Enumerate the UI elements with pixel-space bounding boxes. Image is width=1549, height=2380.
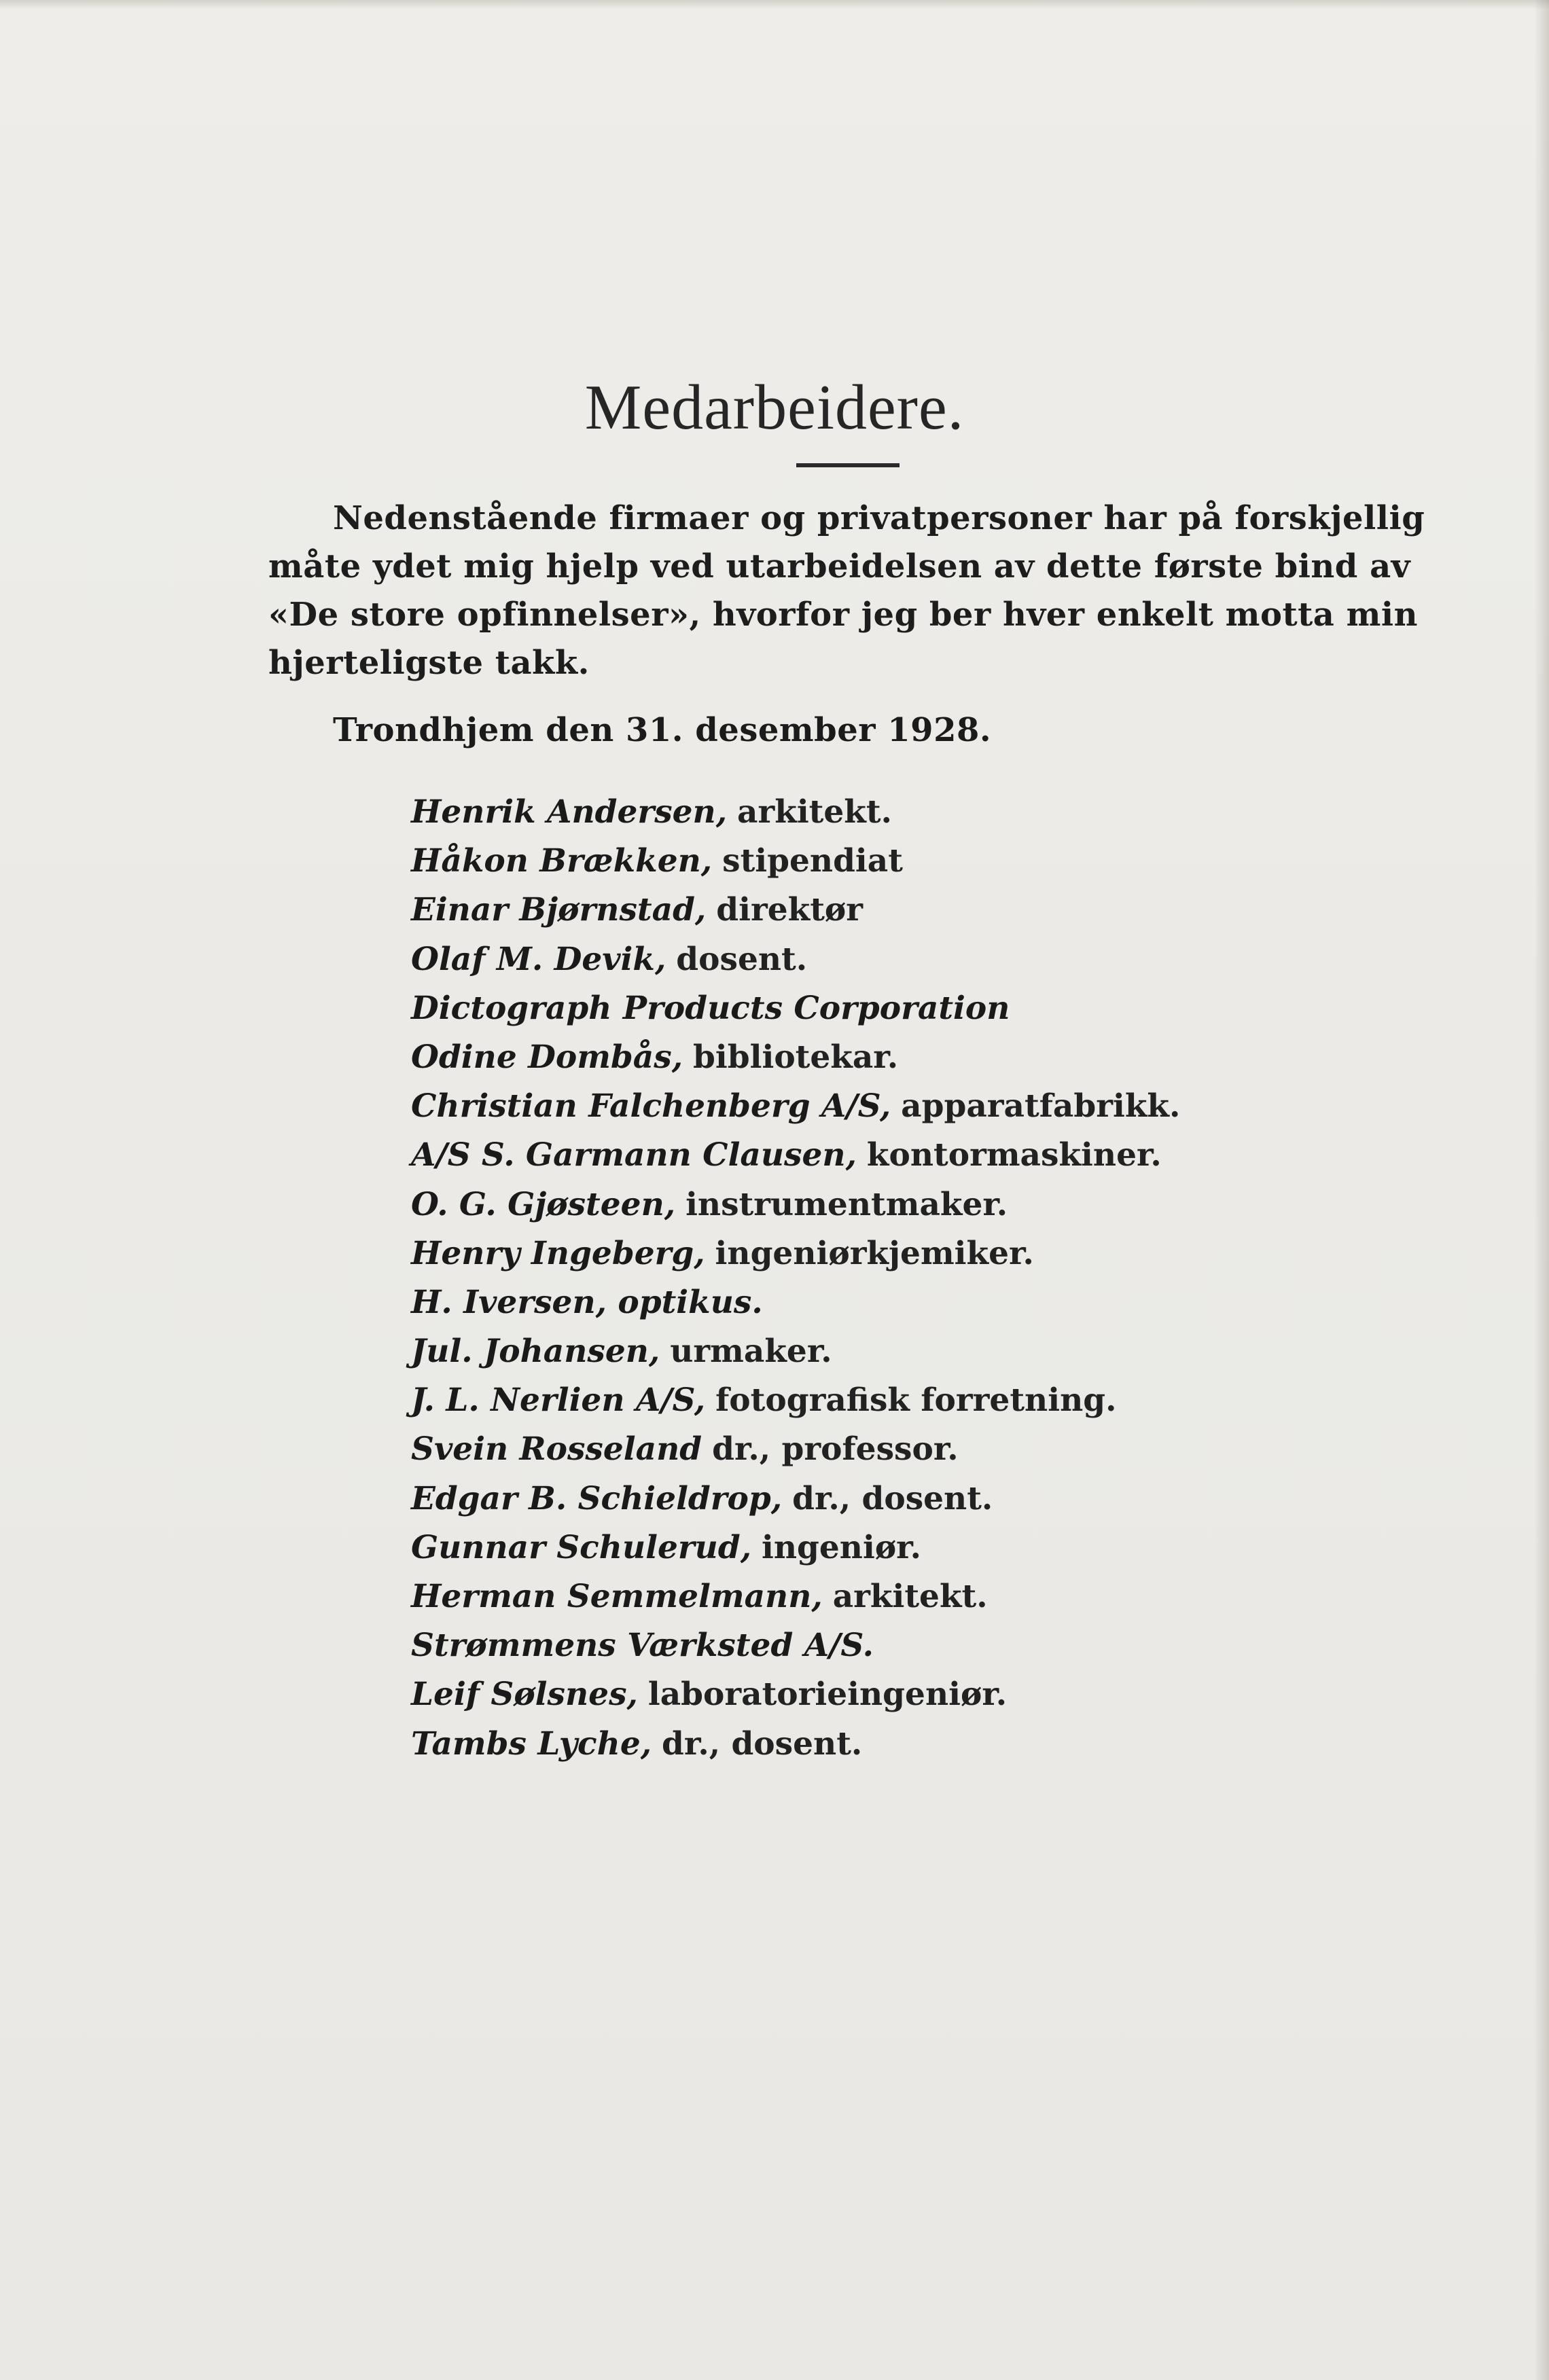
contributor-entry bbox=[411, 1033, 1180, 1082]
contributor-description: fotografisk forretning. bbox=[715, 1382, 1117, 1420]
contributor-description: direktør bbox=[716, 891, 863, 929]
contributor-name: Edgar B. Schieldrop, bbox=[411, 1479, 783, 1517]
contributor-description: dr., professor. bbox=[712, 1430, 959, 1468]
contributor-entry bbox=[411, 1475, 1180, 1523]
contributor-name: Strømmens Værksted A/S. bbox=[411, 1627, 874, 1665]
dateline: Trondhjem den 31. desember 1928. bbox=[333, 711, 992, 749]
contributor-name: Tambs Lyche, bbox=[411, 1725, 652, 1763]
contributor-description: dr., dosent. bbox=[662, 1725, 863, 1763]
contributor-name: Christian Falchenberg A/S, bbox=[411, 1087, 891, 1125]
contributor-entry bbox=[411, 1229, 1180, 1278]
contributor-description: apparatfabrikk. bbox=[901, 1087, 1181, 1125]
contributor-description: stipendiat bbox=[722, 842, 903, 880]
contributor-description: dosent. bbox=[676, 940, 808, 978]
contributor-list bbox=[411, 788, 1180, 1769]
contributor-name: Henry Ingeberg, bbox=[411, 1234, 705, 1272]
contributor-entry bbox=[411, 1131, 1180, 1180]
contributor-description: ingeniør. bbox=[762, 1528, 921, 1566]
contributor-name: Olaf M. Devik, bbox=[411, 940, 666, 978]
contributor-description: arkitekt. bbox=[832, 1578, 988, 1615]
contributor-name: Leif Sølsnes, bbox=[411, 1676, 638, 1714]
contributor-entry bbox=[411, 984, 1180, 1033]
contributor-entry bbox=[411, 1082, 1180, 1131]
contributor-name: Svein Rosseland bbox=[411, 1430, 702, 1468]
page-right-edge bbox=[1534, 0, 1549, 2380]
contributor-description: dr., dosent. bbox=[792, 1479, 993, 1517]
contributor-name: H. Iversen, optikus. bbox=[411, 1283, 763, 1321]
contributor-entry bbox=[411, 1523, 1180, 1572]
contributor-entry bbox=[411, 1572, 1180, 1621]
contributor-name: Einar Bjørnstad, bbox=[411, 891, 707, 929]
contributor-name: Herman Semmelmann, bbox=[411, 1578, 823, 1615]
contributor-description: arkitekt. bbox=[737, 793, 892, 831]
contributor-name: Gunnar Schulerud, bbox=[411, 1528, 752, 1566]
intro-line: «De store opfinnelser», hvorfor jeg ber hver enkelt motta min bbox=[268, 596, 1419, 634]
page-title: Medarbeidere. bbox=[584, 372, 965, 443]
contributor-description: ingeniørkjemiker. bbox=[715, 1234, 1034, 1272]
intro-line: Nedenstående firmaer og privatpersoner har på forskjellig bbox=[333, 499, 1425, 537]
contributor-entry bbox=[411, 1621, 1180, 1670]
contributor-entry bbox=[411, 1180, 1180, 1229]
contributor-description: laboratorieingeniør. bbox=[647, 1676, 1008, 1714]
contributor-entry bbox=[411, 1720, 1180, 1769]
contributor-name: A/S S. Garmann Clausen, bbox=[411, 1136, 857, 1174]
contributor-name: J. L. Nerlien A/S, bbox=[411, 1382, 706, 1420]
contributor-name: Henrik Andersen, bbox=[411, 793, 728, 831]
contributor-entry bbox=[411, 1670, 1180, 1719]
title-rule bbox=[796, 463, 900, 467]
contributor-entry bbox=[411, 886, 1180, 935]
page-top-edge bbox=[0, 0, 1549, 10]
contributor-description: kontormaskiner. bbox=[866, 1136, 1162, 1174]
contributor-name: O. G. Gjøsteen, bbox=[411, 1185, 676, 1223]
intro-line: hjerteligste takk. bbox=[268, 644, 590, 682]
contributor-name: Dictograph Products Corporation bbox=[411, 989, 1010, 1027]
contributor-entry bbox=[411, 1327, 1180, 1376]
contributor-entry bbox=[411, 788, 1180, 837]
intro-paragraph bbox=[268, 494, 1423, 687]
contributor-name: Jul. Johansen, bbox=[411, 1333, 660, 1371]
intro-line: måte ydet mig hjelp ved utarbeidelsen av dette første bind av bbox=[268, 547, 1411, 585]
contributor-name: Håkon Brækken, bbox=[411, 842, 713, 880]
contributor-entry bbox=[411, 1425, 1180, 1474]
contributor-description: urmaker. bbox=[670, 1333, 832, 1371]
contributor-entry bbox=[411, 1278, 1180, 1327]
contributor-entry bbox=[411, 935, 1180, 984]
contributor-description: instrumentmaker. bbox=[686, 1185, 1008, 1223]
contributor-name: Odine Dombås, bbox=[411, 1038, 683, 1076]
contributor-description: bibliotekar. bbox=[693, 1038, 899, 1076]
contributor-entry bbox=[411, 1376, 1180, 1425]
contributor-entry bbox=[411, 837, 1180, 886]
